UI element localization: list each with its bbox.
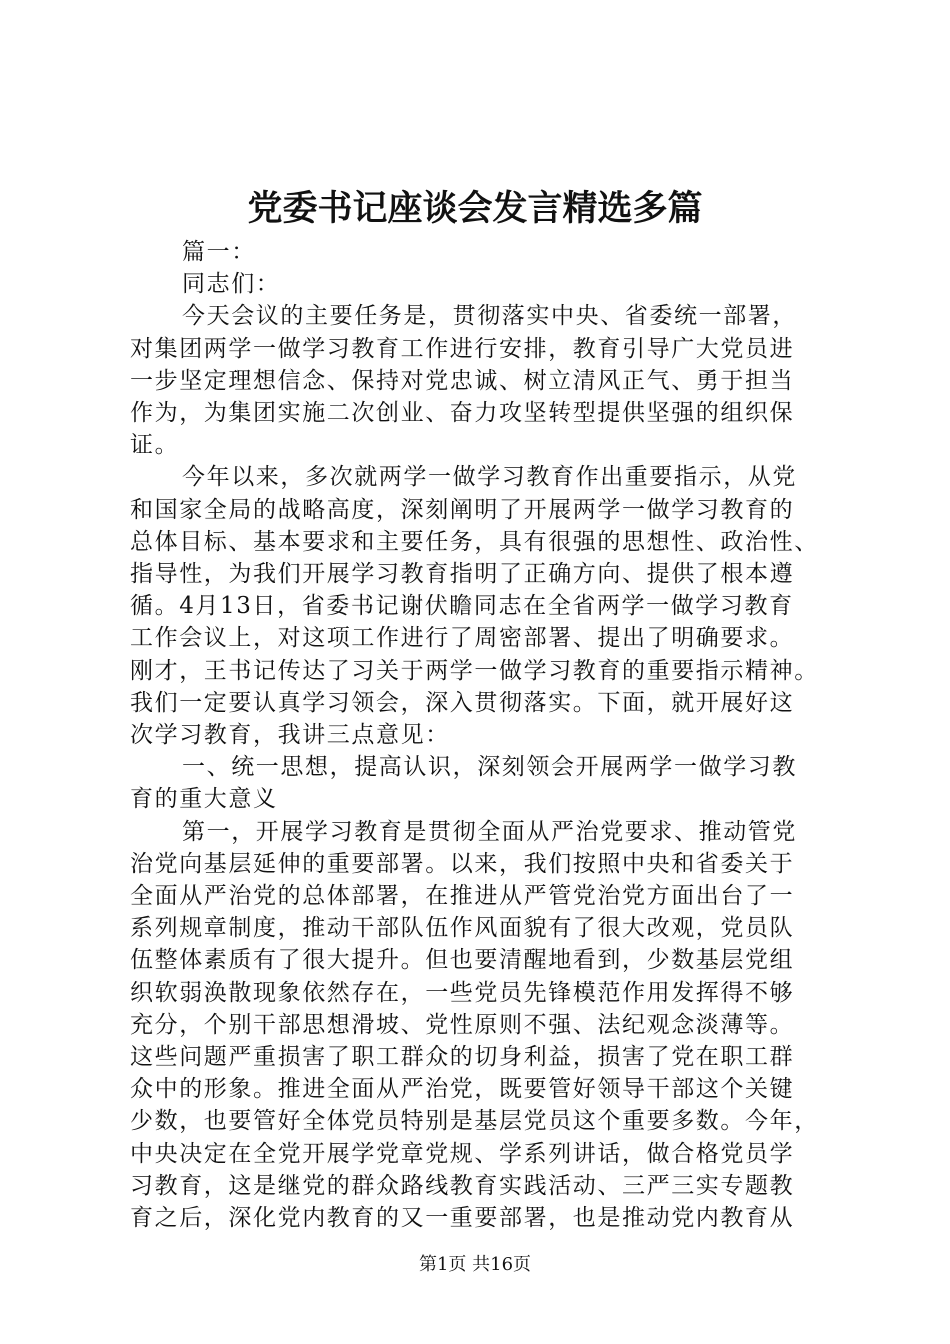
text-line: 和国家全局的战略高度，深刻阐明了开展两学一做学习教育的 [130,496,795,523]
text-line: 我们一定要认真学习领会，深入贯彻落实。下面，就开展好这 [130,689,795,716]
text-line: 同志们： [182,271,281,298]
text-line: 篇一： [182,239,256,265]
text-line: 育之后，深化党内教育的又一重要部署，也是推动党内教育从 [130,1205,795,1232]
text-line: 循。4月13日，省委书记谢伏瞻同志在全省两学一做学习教育 [130,593,794,620]
text-line: 作为，为集团实施二次创业、奋力攻坚转型提供坚强的组织保 [130,400,795,427]
text-line: 全面从严治党的总体部署，在推进从严管党治党方面出台了一 [130,883,795,910]
page-footer: 第1页 共16页 [418,1254,532,1275]
text-line: 伍整体素质有了很大提升。但也要清醒地看到，少数基层党组 [130,947,795,974]
text-line: 这些问题严重损害了职工群众的切身利益，损害了党在职工群 [130,1044,795,1071]
text-line: 育的重大意义 [130,786,278,813]
text-line: 今天会议的主要任务是，贯彻落实中央、省委统一部署， [182,303,797,330]
text-line: 中央决定在全党开展学党章党规、学系列讲话，做合格党员学 [130,1140,795,1167]
text-line: 对集团两学一做学习教育工作进行安排，教育引导广大党员进 [130,335,795,362]
text-line: 少数，也要管好全体党员特别是基层党员这个重要多数。今年， [130,1108,819,1135]
text-line: 次学习教育，我讲三点意见： [130,722,450,749]
text-line: 系列规章制度，推动干部队伍作风面貌有了很大改观，党员队 [130,915,795,942]
text-line: 织软弱涣散现象依然存在，一些党员先锋模范作用发挥得不够 [130,979,795,1006]
text-line: 充分，个别干部思想滑坡、党性原则不强、法纪观念淡薄等。 [130,1011,795,1038]
document-body [130,236,850,1234]
text-line: 众中的形象。推进全面从严治党，既要管好领导干部这个关键 [130,1076,795,1103]
text-line: 今年以来，多次就两学一做学习教育作出重要指示，从党 [182,464,797,491]
text-line: 一、统一思想，提高认识，深刻领会开展两学一做学习教 [182,754,797,781]
text-line: 指导性，为我们开展学习教育指明了正确方向、提供了根本遵 [130,561,795,588]
text-line: 习教育，这是继党的群众路线教育实践活动、三严三实专题教 [130,1172,795,1199]
text-line: 一步坚定理想信念、保持对党忠诚、树立清风正气、勇于担当 [130,367,795,394]
text-line: 工作会议上，对这项工作进行了周密部署、提出了明确要求。 [130,625,795,652]
text-line: 治党向基层延伸的重要部署。以来，我们按照中央和省委关于 [130,850,795,877]
text-line: 总体目标、基本要求和主要任务，具有很强的思想性、政治性、 [130,528,819,555]
text-line: 证。 [130,432,180,459]
text-line: 刚才，王书记传达了习关于两学一做学习教育的重要指示精神。 [130,657,819,684]
text-line: 第一，开展学习教育是贯彻全面从严治党要求、推动管党 [182,818,797,845]
document-title: 党委书记座谈会发言精选多篇 [247,188,703,229]
